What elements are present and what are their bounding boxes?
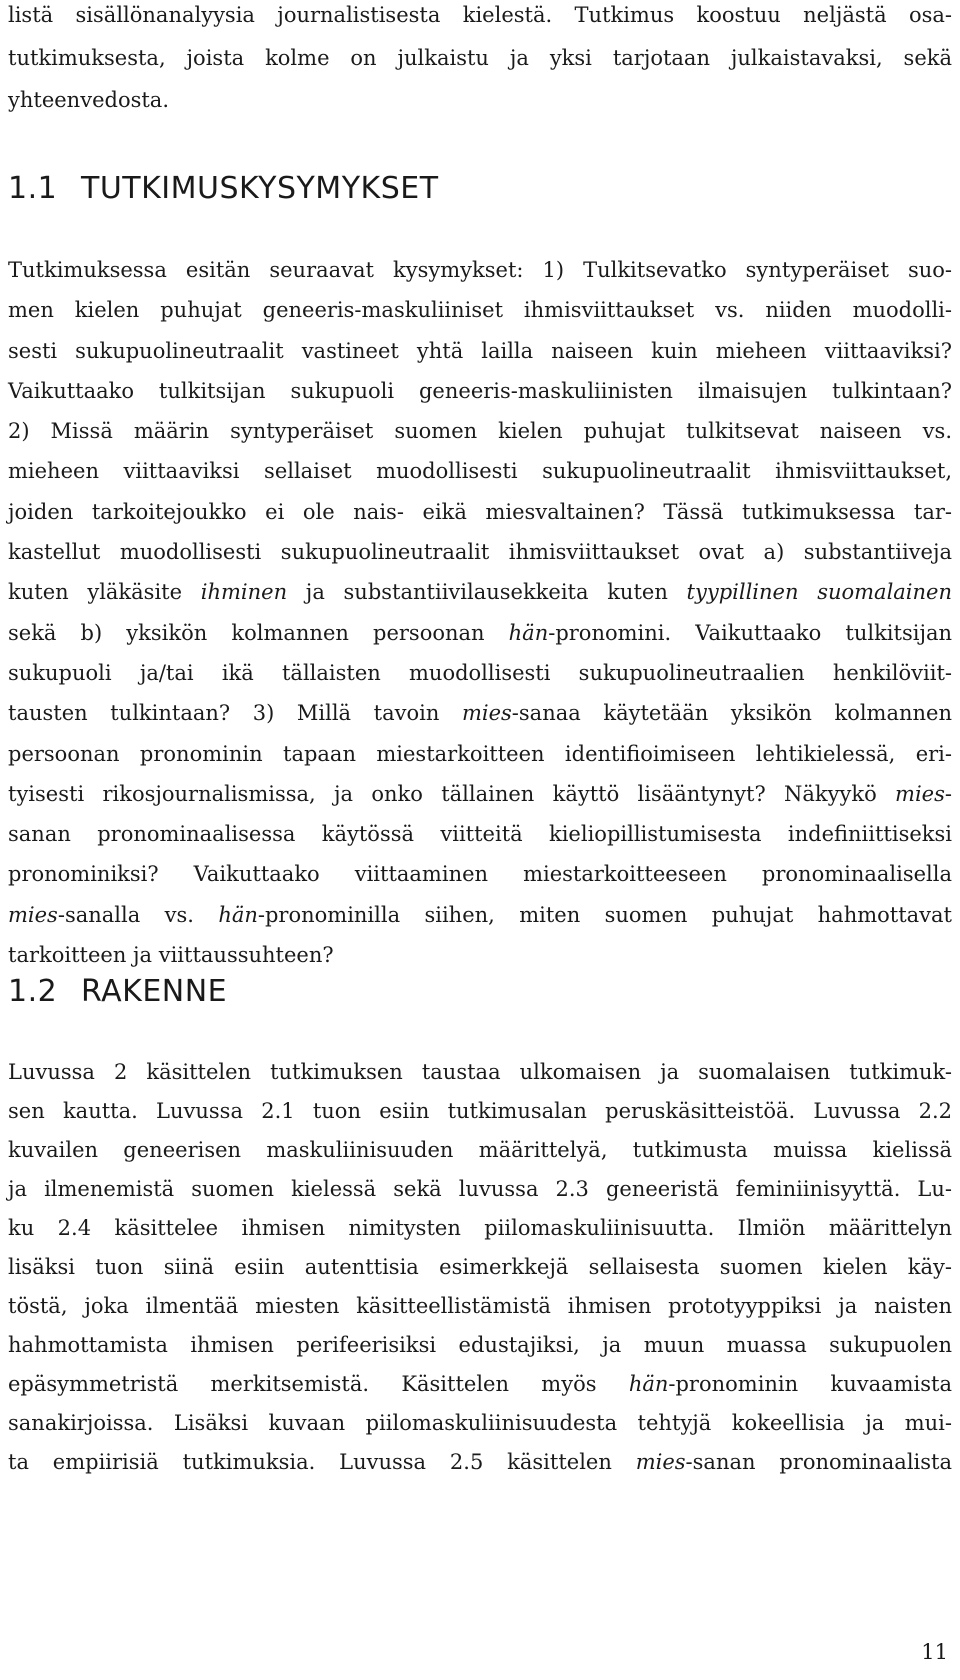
text-line <box>8 613 952 653</box>
structure-paragraph <box>8 1053 952 1482</box>
text-line: Tutkimuksessa esitän seuraavat kysymykset: 1) Tulkitsevatko syntyperäiset suo- <box>8 258 952 282</box>
text-line <box>8 572 952 612</box>
text-run: -sanan pronominaalista <box>685 1450 953 1474</box>
text-line: ku 2.4 käsittelee ihmisen nimitysten piilomaskuliinisuutta. Ilmiön määrittelyn <box>8 1216 952 1240</box>
italic-term: ihminen <box>200 580 288 605</box>
text-line <box>8 774 952 814</box>
text-run: -pronomini. Vaikuttaako tulkitsijan <box>548 620 953 645</box>
text-line: hahmottamista ihmisen perifeerisiksi edustajiksi, ja muun muassa sukupuolen <box>8 1333 952 1357</box>
text-run: epäsymmetristä merkitsemistä. Käsittelen myös <box>8 1372 629 1396</box>
section-heading <box>8 171 439 206</box>
text-line: sesti sukupuolineutraalit vastineet yhtä lailla naiseen kuin mieheen viittaaviksi? <box>8 338 952 363</box>
section-title: RAKENNE <box>81 974 228 1009</box>
text-line: pronominiksi? Vaikuttaako viittaaminen miestarkoitteeseen pronominaalisella <box>8 862 952 887</box>
text-run: tyisesti rikosjournalismissa, ja onko tällainen käyttö lisääntynyt? Näkyykö <box>8 781 896 806</box>
text-line: lisäksi tuon siinä esiin autenttisia esimerkkejä sellaisesta suomen kielen käy- <box>8 1255 952 1279</box>
text-line: Vaikuttaako tulkitsijan sukupuoli geneeris-maskuliinisten ilmaisujen tulkintaan? <box>8 378 952 403</box>
text-line: mieheen viittaaviksi sellaiset muodollisesti sukupuolineutraalit ihmisviittaukset, <box>8 459 952 484</box>
text-line <box>8 693 952 733</box>
research-questions-paragraph <box>8 250 952 975</box>
text-line: yhteenvedosta. <box>8 88 169 112</box>
text-run: ta empiirisiä tutkimuksia. Luvussa 2.5 käsittelen <box>8 1450 636 1474</box>
text-run: -pronominilla siihen, miten suomen puhujat hahmottavat <box>257 902 953 927</box>
text-line: joiden tarkoitejoukko ei ole nais- eikä miesvaltainen? Tässä tutkimuksessa tar- <box>8 499 952 524</box>
intro-paragraph <box>8 0 952 122</box>
italic-term: hän <box>218 902 258 927</box>
text-line: 2) Missä määrin syntyperäiset suomen kielen puhujat tulkitsevat naiseen vs. <box>8 419 952 444</box>
text-run: sekä b) yksikön kolmannen persoonan <box>8 620 509 645</box>
italic-term: mies <box>895 781 945 806</box>
italic-term: mies <box>635 1450 686 1474</box>
text-line: listä sisällönanalyysia journalistisesta kielestä. Tutkimus koostuu neljästä osa- <box>8 3 952 27</box>
text-line: sukupuoli ja/tai ikä tällaisten muodollisesti sukupuolineutraalien henkilöviit- <box>8 660 952 685</box>
text-line: tarkoitteen ja viittaussuhteen? <box>8 943 334 968</box>
text-line: kastellut muodollisesti sukupuolineutraalit ihmisviittaukset ovat a) substantiiveja <box>8 540 952 565</box>
section-title: TUTKIMUSKYSYMYKSET <box>81 171 439 206</box>
text-line: sanan pronominaalisessa käytössä viitteitä kieliopillistumisesta indefiniittiseksi <box>8 822 952 847</box>
text-run: -pronominin kuvaamista <box>668 1372 952 1396</box>
text-line <box>8 1365 952 1404</box>
text-run: -sanalla vs. <box>57 902 219 927</box>
text-line <box>8 895 952 935</box>
section-number: 1.2 <box>8 974 58 1009</box>
italic-term: mies <box>461 701 512 726</box>
text-line: men kielen puhujat geneeris-maskuliiniset ihmisviittaukset vs. niiden muodolli- <box>8 298 952 323</box>
text-run: -sanaa käytetään yksikön kolmannen <box>511 701 952 726</box>
text-run: ja substantiivilausekkeita kuten <box>287 580 687 605</box>
text-line: sanakirjoissa. Lisäksi kuvaan piilomaskuliinisuudesta tehtyjä kokeellisia ja mui- <box>8 1411 952 1435</box>
text-line: tutkimuksesta, joista kolme on julkaistu ja yksi tarjotaan julkaistavaksi, sekä <box>8 45 952 70</box>
section-number: 1.1 <box>8 171 58 206</box>
text-line: persoonan pronominin tapaan miestarkoitteen identifioimiseen lehtikielessä, eri- <box>8 741 952 766</box>
italic-term: hän <box>628 1372 669 1396</box>
text-run: - <box>944 781 952 806</box>
page-number: 11 <box>921 1640 948 1664</box>
text-line <box>8 1443 952 1482</box>
text-line: kuvailen geneerisen maskuliinisuuden määrittelyä, tutkimusta muissa kielissä <box>8 1138 952 1162</box>
text-line: ja ilmenemistä suomen kielessä sekä luvussa 2.3 geneeristä feminiinisyyttä. Lu- <box>8 1177 952 1201</box>
italic-term: hän <box>508 620 549 645</box>
document-page <box>8 0 952 1680</box>
text-run: tausten tulkintaan? 3) Millä tavoin <box>8 701 462 726</box>
text-run: kuten yläkäsite <box>8 580 201 605</box>
section-heading <box>8 974 227 1009</box>
text-line: Luvussa 2 käsittelen tutkimuksen taustaa ulkomaisen ja suomalaisen tutkimuk- <box>8 1060 952 1084</box>
italic-term: tyypillinen suomalainen <box>686 580 953 605</box>
italic-term: mies <box>8 902 58 927</box>
text-line: sen kautta. Luvussa 2.1 tuon esiin tutkimusalan peruskäsitteistöä. Luvussa 2.2 <box>8 1099 952 1123</box>
text-line: töstä, joka ilmentää miesten käsitteellistämistä ihmisen prototyyppiksi ja naisten <box>8 1294 952 1318</box>
